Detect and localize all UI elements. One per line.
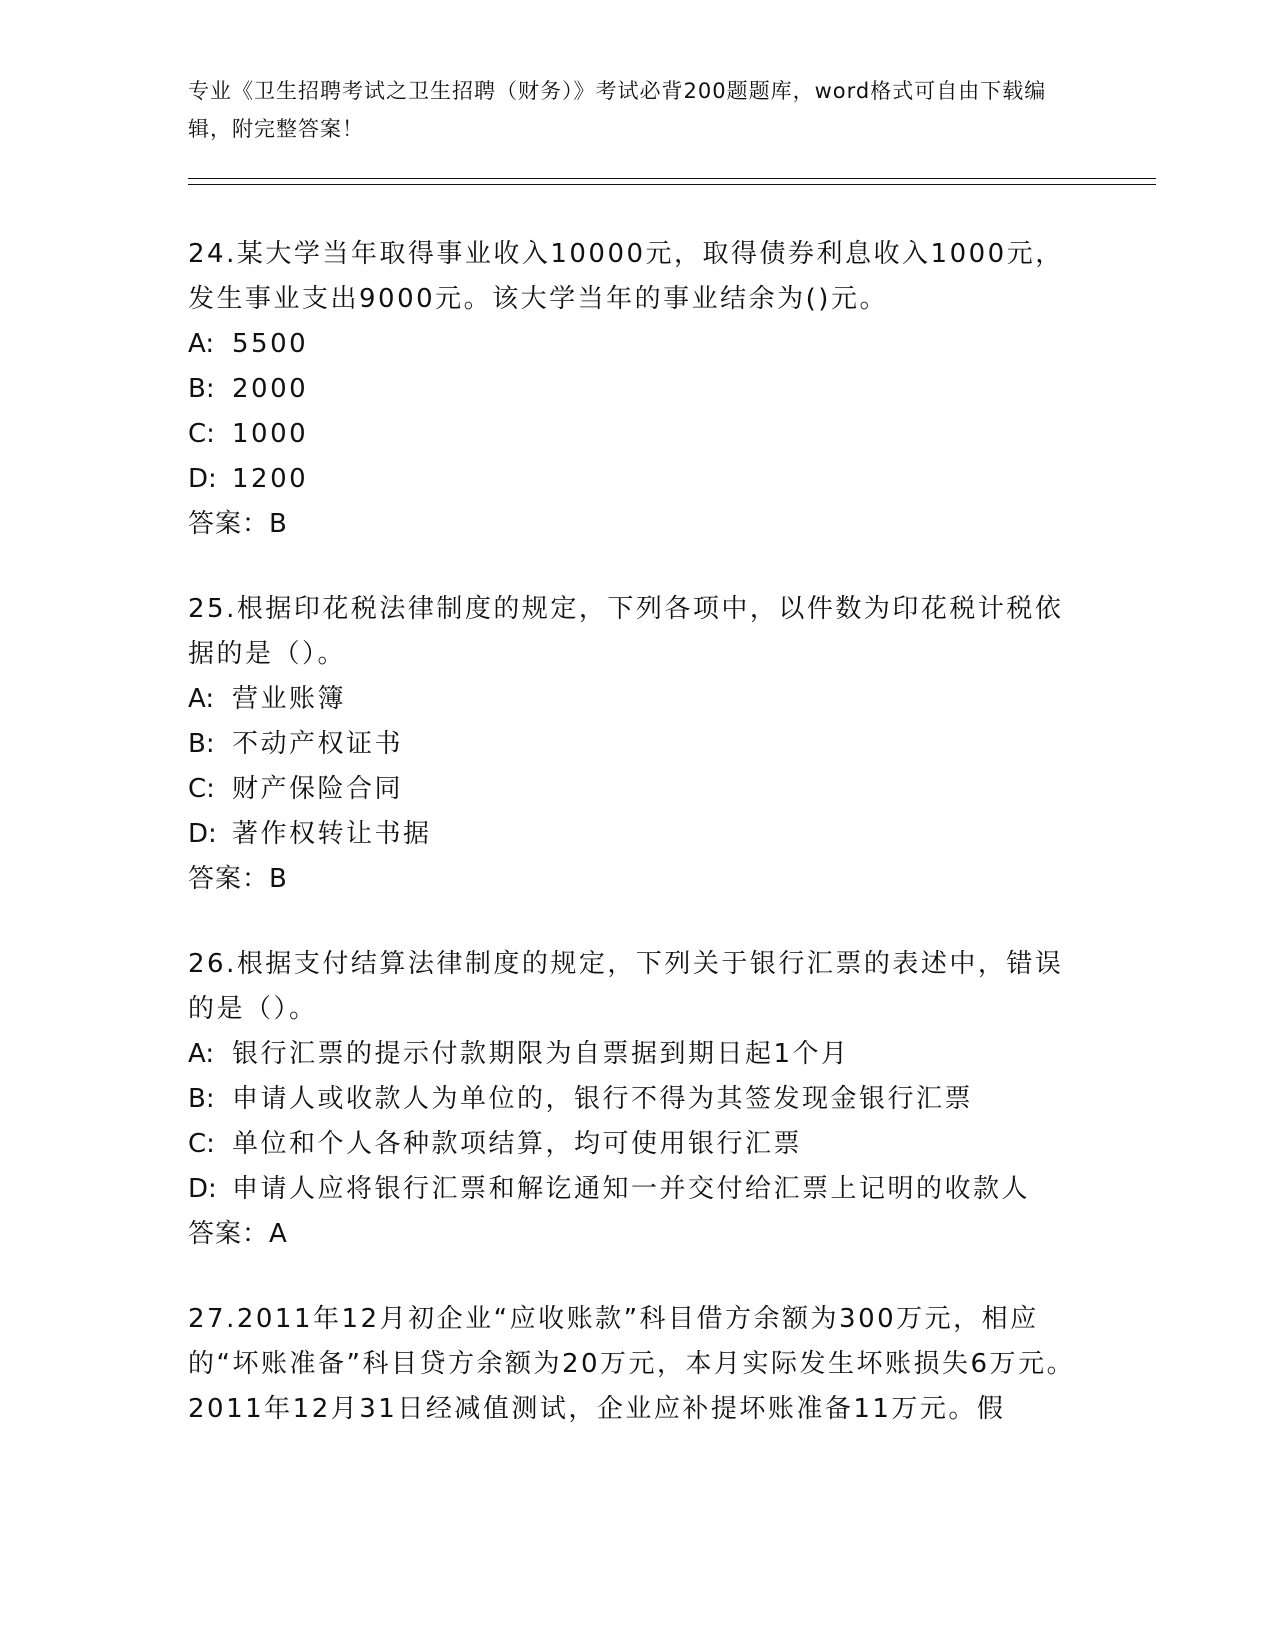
question-26	[188, 942, 1088, 1257]
option-b	[188, 367, 1088, 412]
option-c	[188, 767, 1088, 812]
option-text: 申请人或收款人为单位的，银行不得为其签发现金银行汇票	[232, 1084, 974, 1114]
option-label: D:	[188, 1174, 217, 1204]
option-text: 5500	[232, 329, 309, 359]
question-list	[188, 232, 1088, 1472]
option-label: A:	[188, 684, 215, 714]
option-label: A:	[188, 1039, 215, 1069]
option-b	[188, 722, 1088, 767]
option-text: 银行汇票的提示付款期限为自票据到期日起1个月	[232, 1039, 850, 1069]
option-d	[188, 812, 1088, 857]
question-25	[188, 587, 1088, 902]
option-text: 单位和个人各种款项结算，均可使用银行汇票	[232, 1129, 803, 1159]
question-27	[188, 1297, 1088, 1432]
option-a	[188, 1032, 1088, 1077]
answer: 答案：B	[188, 864, 288, 894]
question-stem: 24.某大学当年取得事业收入10000元，取得债券利息收入1000元，发生事业支出9000元。该大学当年的事业结余为()元。	[188, 239, 1064, 314]
question-24	[188, 232, 1088, 547]
question-stem: 27.2011年12月初企业“应收账款”科目借方余额为300万元，相应的“坏账准备”科目贷方余额为20万元，本月实际发生坏账损失6万元。2011年12月31日经减值测试，企业应补提坏账准备11万元。假	[188, 1304, 1076, 1424]
option-a	[188, 677, 1088, 722]
option-label: B:	[188, 729, 215, 759]
option-text: 著作权转让书据	[232, 819, 432, 849]
option-label: C:	[188, 774, 215, 804]
answer: 答案：B	[188, 509, 288, 539]
option-text: 不动产权证书	[232, 729, 404, 759]
option-label: A:	[188, 329, 215, 359]
header-divider-top	[188, 178, 1156, 179]
option-c	[188, 412, 1088, 457]
option-c	[188, 1122, 1088, 1167]
header-divider-bottom	[188, 184, 1156, 185]
option-text: 1200	[232, 464, 309, 494]
option-text: 2000	[232, 374, 309, 404]
option-text: 申请人应将银行汇票和解讫通知一并交付给汇票上记明的收款人	[232, 1174, 1031, 1204]
answer: 答案：A	[188, 1219, 288, 1249]
question-stem: 26.根据支付结算法律制度的规定，下列关于银行汇票的表述中，错误的是（）。	[188, 949, 1064, 1024]
option-label: B:	[188, 374, 215, 404]
option-text: 1000	[232, 419, 309, 449]
option-label: D:	[188, 819, 217, 849]
option-d	[188, 1167, 1088, 1212]
option-a	[188, 322, 1088, 367]
option-text: 营业账簿	[232, 684, 347, 714]
option-label: B:	[188, 1084, 215, 1114]
document-header: 专业《卫生招聘考试之卫生招聘（财务）》考试必背200题题库，word格式可自由下载编辑，附完整答案！	[188, 79, 1047, 141]
option-label: C:	[188, 1129, 215, 1159]
option-label: C:	[188, 419, 215, 449]
option-text: 财产保险合同	[232, 774, 404, 804]
option-b	[188, 1077, 1088, 1122]
option-d	[188, 457, 1088, 502]
question-stem: 25.根据印花税法律制度的规定，下列各项中，以件数为印花税计税依据的是（）。	[188, 594, 1064, 669]
option-label: D:	[188, 464, 217, 494]
